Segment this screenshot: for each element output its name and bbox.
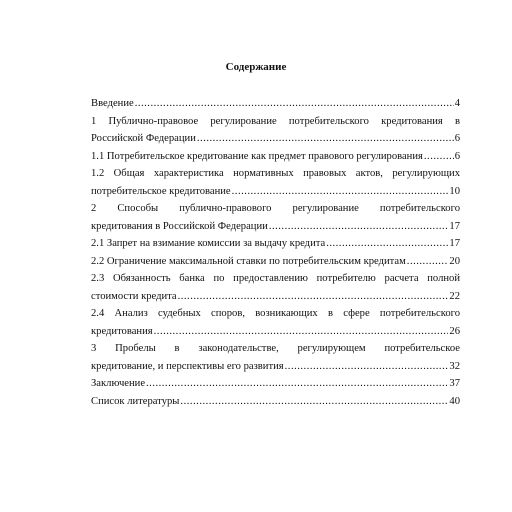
- toc-entry-text: 1 Публично-правовое регулирование потребительского кредитования в: [91, 115, 460, 127]
- toc-page-number: 4: [454, 98, 460, 109]
- toc-entry-text: 2.2 Ограничение максимальной ставки по потребительским кредитам: [91, 255, 406, 267]
- toc-entry-conclusion: [91, 375, 460, 393]
- leader-dots: [285, 358, 449, 376]
- toc-page-number: 17: [449, 220, 460, 232]
- toc-entry-chapter-1: [91, 113, 460, 148]
- toc-entry-chapter-3: [91, 340, 460, 375]
- toc-entry-text: Заключение: [91, 378, 146, 389]
- toc-entry-chapter-2: [91, 200, 460, 235]
- toc-page-number: 37: [449, 378, 460, 389]
- leader-dots: [407, 253, 449, 271]
- table-of-contents: [91, 95, 460, 410]
- toc-page-number: 26: [449, 325, 460, 337]
- leader-dots: [180, 393, 448, 411]
- toc-entry-text: Введение: [91, 98, 134, 109]
- toc-page-number: 10: [449, 185, 460, 197]
- toc-entry-text: кредитования: [91, 325, 153, 337]
- toc-entry-text: кредитования в Российской Федерации: [91, 220, 268, 232]
- leader-dots: [154, 323, 449, 341]
- toc-entry-text: 2 Способы публично-правового регулирование потребительского: [91, 203, 460, 214]
- toc-page-number: 6: [454, 150, 460, 162]
- toc-entry-text: 2.1 Запрет на взимание комиссии за выдачу кредита: [91, 238, 326, 249]
- toc-page-number: 22: [449, 290, 460, 302]
- toc-entry-text: потребительское кредитование: [91, 185, 231, 197]
- toc-page-number: 20: [449, 255, 460, 267]
- toc-entry-section-2-2: [91, 253, 460, 271]
- toc-entry-section-1-2: [91, 165, 460, 200]
- toc-entry-text: стоимости кредита: [91, 290, 177, 302]
- toc-entry-text: 2.3 Обязанность банка по предоставлению потребителю расчета полной: [91, 273, 460, 284]
- toc-entry-text: 1.2 Общая характеристика нормативных правовых актов, регулирующих: [91, 168, 460, 179]
- leader-dots: [424, 148, 454, 166]
- toc-entry-introduction: [91, 95, 460, 113]
- leader-dots: [232, 183, 449, 201]
- leader-dots: [135, 95, 454, 113]
- leader-dots: [197, 130, 454, 148]
- toc-page-number: 32: [449, 360, 460, 372]
- leader-dots: [269, 218, 449, 236]
- toc-page-number: 6: [454, 133, 460, 144]
- toc-entry-text: кредитование, и перспективы его развития: [91, 360, 284, 372]
- leader-dots: [146, 375, 448, 393]
- toc-entry-section-2-3: [91, 270, 460, 305]
- toc-entry-section-2-1: [91, 235, 460, 253]
- leader-dots: [326, 235, 448, 253]
- page-title: Содержание: [225, 61, 287, 73]
- toc-entry-text: Российской Федерации: [91, 133, 196, 144]
- toc-entry-references: [91, 393, 460, 411]
- toc-entry-text: 3 Пробелы в законодательстве, регулирующем потребительское: [91, 343, 460, 354]
- toc-entry-text: 2.4 Анализ судебных споров, возникающих в сфере потребительского: [91, 308, 460, 319]
- toc-entry-section-1-1: [91, 148, 460, 166]
- toc-page-number: 40: [449, 395, 460, 407]
- toc-entry-text: 1.1 Потребительское кредитование как предмет правового регулирования: [91, 150, 423, 162]
- toc-entry-section-2-4: [91, 305, 460, 340]
- toc-page-number: 17: [449, 238, 460, 249]
- leader-dots: [178, 288, 449, 306]
- toc-entry-text: Список литературы: [91, 395, 180, 407]
